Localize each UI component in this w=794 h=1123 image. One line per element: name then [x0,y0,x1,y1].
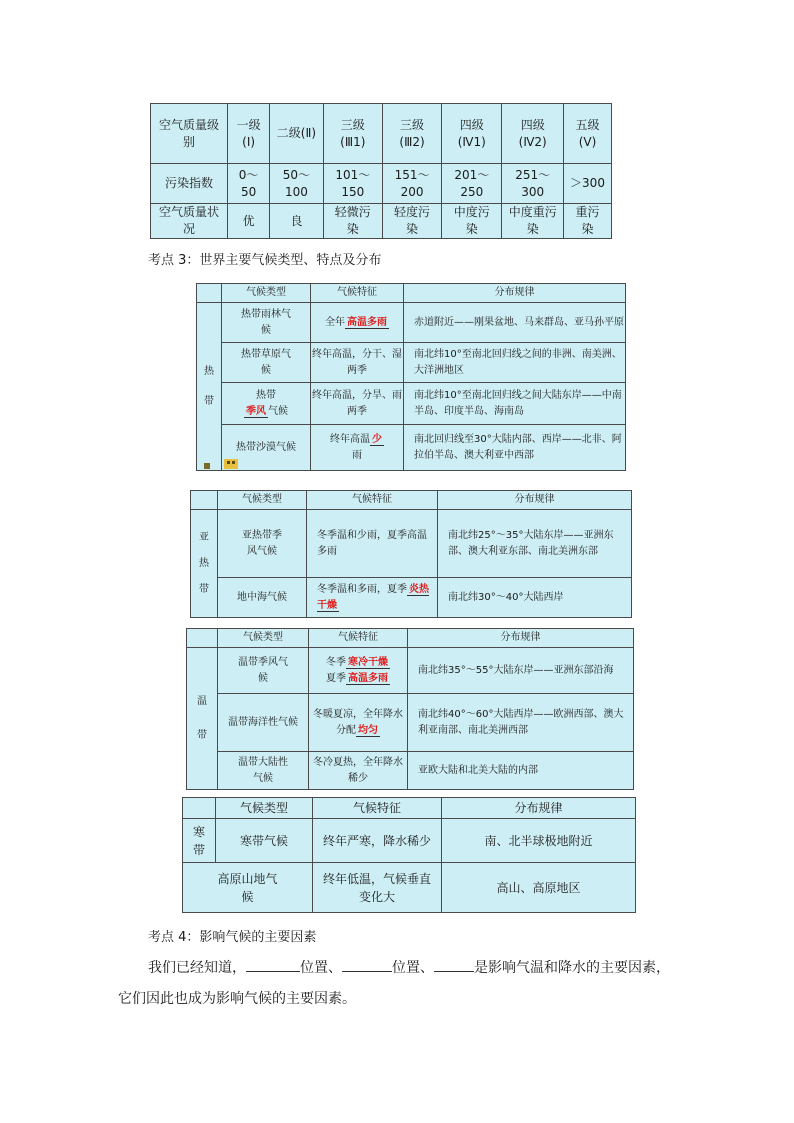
decoration-icon [202,455,242,469]
table-row [151,164,612,204]
climate-distribution: 南北纬10°至南北回归线之间的非洲、南美洲、大洋洲地区 [404,343,626,383]
zone-label-cold: 寒带 [183,819,216,863]
climate-feature: 终年严寒，降水稀少 [313,819,442,863]
table-cell: 空气质量状况 [151,204,228,239]
col-header-type: 气候类型 [218,629,309,648]
col-header-feature: 气候特征 [309,629,408,648]
section-heading-4: 考点 4：影响气候的主要因素 [148,930,317,945]
climate-distribution: 南北纬25°～35°大陆东岸——亚洲东部、澳大利亚东部、南北美洲东部 [438,510,632,578]
table-cell: 101～150 [323,164,382,204]
table-cell: 中度污染 [442,204,502,239]
fill-blank-1[interactable] [246,957,300,972]
table-cell: 五级(Ⅴ) [564,104,612,164]
climate-type: 高原山地气候 [183,863,313,913]
zone-label-text: 亚热带 [199,531,209,595]
paragraph-text: 位置、 [300,960,342,976]
table-cell: 201～250 [442,164,502,204]
table-cell: 轻微污染 [323,204,382,239]
table-cell: 二级(Ⅱ) [270,104,323,164]
table-cell: 251～300 [502,164,564,204]
table-cell: 四级(Ⅳ1) [442,104,502,164]
table-cell: ＞300 [564,164,612,204]
table-cell: 重污染 [564,204,612,239]
col-header-feature: 气候特征 [311,284,404,303]
zone-label-subtropical [191,510,218,618]
zone-label-tropical [197,303,222,471]
table-cell: 一级(Ⅰ) [228,104,270,164]
paragraph-line-2: 它们因此也成为影响气候的主要因素。 [118,991,356,1007]
table-cell: 良 [270,204,323,239]
climate-feature: 冬季温和多雨，夏季 炎热干燥 [307,578,438,618]
col-header-feature: 气候特征 [313,798,442,819]
climate-type: 温带海洋性气候 [218,694,309,752]
climate-type: 热带 季风 气候 [222,383,311,425]
climate-feature: 全年 高温多雨 [311,303,404,343]
table-cell: 四级(Ⅳ2) [502,104,564,164]
fill-blank-3[interactable] [434,957,474,972]
table-cell: 151～200 [382,164,441,204]
climate-feature: 冬暖夏凉，全年降水分配 均匀 [309,694,408,752]
table-cell: 污染指数 [151,164,228,204]
climate-type: 亚热带季风气候 [218,510,307,578]
climate-distribution: 南、北半球极地附近 [442,819,636,863]
climate-distribution: 赤道附近——刚果盆地、马来群岛、亚马孙平原 [404,303,626,343]
table-cell: 空气质量级别 [151,104,228,164]
climate-type: 热带雨林气候 [222,303,311,343]
climate-feature: 冬季 寒冷干燥 夏季 高温多雨 [309,648,408,694]
table-cell: 50～100 [270,164,323,204]
climate-type: 地中海气候 [218,578,307,618]
paragraph-text: 我们已经知道， [148,960,246,976]
table-cell: 中度重污染 [502,204,564,239]
tropical-climate-table [196,283,626,471]
zone-label-temperate [187,648,218,790]
air-quality-table [150,103,612,239]
climate-distribution: 南北纬40°～60°大陆西岸——欧洲西部、澳大利亚南部、南北美洲西部 [408,694,634,752]
table-cell: 轻度污染 [382,204,441,239]
climate-type: 温带大陆性气候 [218,752,309,790]
temperate-climate-table [186,628,634,790]
col-header-feature: 气候特征 [307,491,438,510]
fill-blank-2[interactable] [342,957,392,972]
climate-feature: 终年高温，分干、湿两季 [311,343,404,383]
section-heading-3: 考点 3：世界主要气候类型、特点及分布 [148,253,382,268]
climate-feature: 冬冷夏热，全年降水稀少 [309,752,408,790]
col-header-distribution: 分布规律 [438,491,632,510]
col-header-distribution: 分布规律 [404,284,626,303]
col-header-type: 气候类型 [222,284,311,303]
climate-type: 热带沙漠气候 [222,425,311,471]
paragraph-text: 是影响气温和降水的主要因素， [474,960,670,976]
table-cell: 三级(Ⅲ2) [382,104,441,164]
climate-distribution: 高山、高原地区 [442,863,636,913]
col-header-distribution: 分布规律 [442,798,636,819]
cold-highland-climate-table [182,797,636,913]
climate-distribution: 亚欧大陆和北美大陆的内部 [408,752,634,790]
col-header-distribution: 分布规律 [408,629,634,648]
climate-feature: 冬季温和少雨，夏季高温多雨 [307,510,438,578]
climate-distribution: 南北纬30°～40°大陆西岸 [438,578,632,618]
climate-feature: 终年高温，分旱、雨两季 [311,383,404,425]
zone-label-text: 温带 [197,695,207,741]
paragraph-text: 位置、 [392,960,434,976]
climate-distribution: 南北回归线至30°大陆内部、西岸——北非、阿拉伯半岛、澳大利亚中西部 [404,425,626,471]
paragraph [148,957,688,978]
subtropical-climate-table [190,490,632,618]
climate-type: 寒带气候 [216,819,313,863]
table-cell: 三级(Ⅲ1) [323,104,382,164]
zone-label-text: 热带 [204,365,214,407]
climate-distribution: 南北纬35°～55°大陆东岸——亚洲东部沿海 [408,648,634,694]
table-row [151,204,612,239]
table-cell: 0～50 [228,164,270,204]
col-header-type: 气候类型 [218,491,307,510]
climate-feature: 终年高温 少 雨 [311,425,404,471]
climate-type: 温带季风气候 [218,648,309,694]
climate-feature: 终年低温，气候垂直变化大 [313,863,442,913]
col-header-type: 气候类型 [216,798,313,819]
table-row [151,104,612,164]
table-cell: 优 [228,204,270,239]
climate-type: 热带草原气候 [222,343,311,383]
climate-distribution: 南北纬10°至南北回归线之间大陆东岸——中南半岛、印度半岛、海南岛 [404,383,626,425]
